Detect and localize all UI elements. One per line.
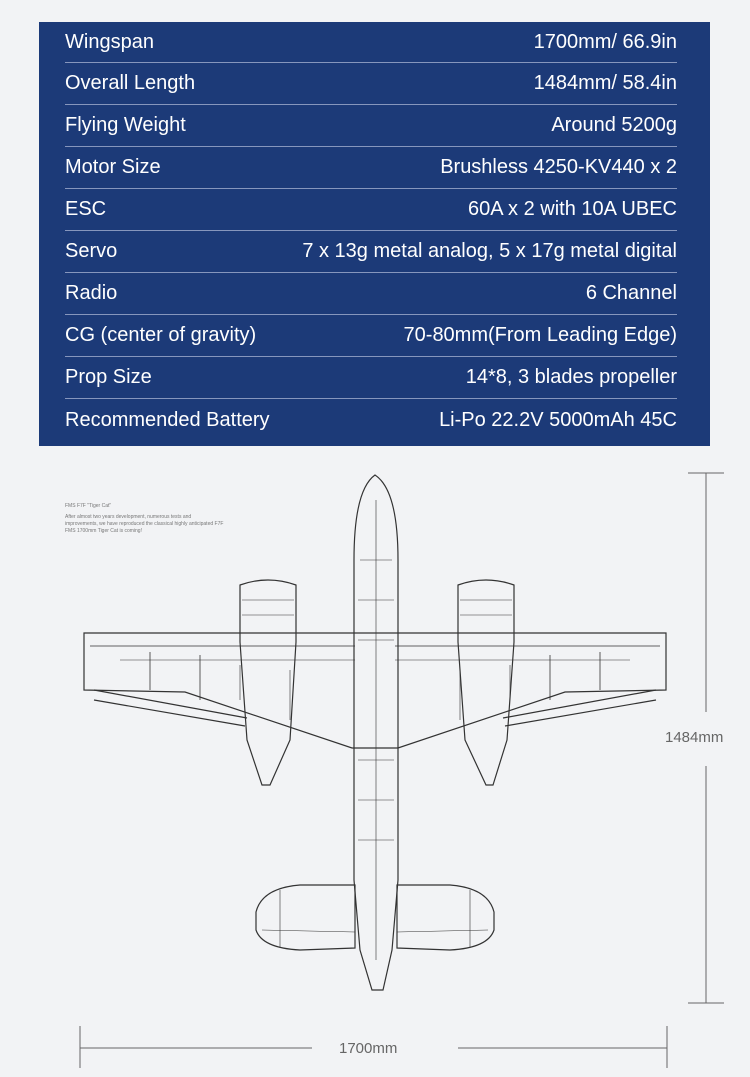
nacelle-panel-lines — [242, 600, 512, 615]
spec-value: 1484mm/ 58.4in — [533, 72, 677, 94]
spec-row-esc — [65, 189, 677, 231]
spec-value: 60A x 2 with 10A UBEC — [467, 198, 677, 220]
spec-table — [39, 22, 710, 446]
aircraft-blueprint-svg — [0, 460, 750, 1077]
right-nacelle — [458, 580, 514, 785]
left-nacelle — [240, 580, 296, 785]
aileron-right — [503, 690, 656, 726]
fuselage-panel-lines — [358, 500, 394, 960]
spec-row-prop-size — [65, 357, 677, 399]
spec-label: Prop Size — [65, 366, 152, 388]
spec-value: 14*8, 3 blades propeller — [465, 366, 677, 388]
spec-label: Servo — [65, 240, 118, 262]
spec-value: 7 x 13g metal analog, 5 x 17g metal digital — [302, 240, 677, 262]
spec-label: Motor Size — [65, 156, 161, 178]
aircraft-drawing-area — [0, 460, 750, 1077]
elevator-lines — [262, 890, 488, 948]
horizontal-tail — [256, 885, 494, 950]
caption-line-1: After almost two years development, numerous tests and — [65, 514, 192, 520]
wingspan-dimension-label: 1700mm — [339, 1040, 398, 1057]
spec-row-motor-size — [65, 147, 677, 189]
spec-row-radio — [65, 273, 677, 315]
spec-label: Radio — [65, 282, 118, 304]
spec-label: Overall Length — [65, 72, 196, 94]
caption-title: FMS F7F "Tiger Cat" — [65, 503, 112, 509]
spec-label: Recommended Battery — [65, 408, 270, 431]
aircraft-caption — [65, 503, 305, 535]
main-wing-outline — [84, 633, 666, 748]
spec-row-cg — [65, 315, 677, 357]
aileron-left — [94, 690, 247, 726]
spec-label: ESC — [65, 198, 107, 220]
spec-value: 6 Channel — [585, 282, 677, 304]
length-dimension-label: 1484mm — [665, 729, 724, 746]
spec-value: 1700mm/ 66.9in — [533, 30, 677, 53]
spec-value: Around 5200g — [551, 114, 677, 136]
spec-row-wingspan — [65, 22, 677, 63]
spec-value: Brushless 4250-KV440 x 2 — [440, 156, 677, 178]
spec-label: Flying Weight — [65, 114, 186, 136]
spec-value: Li-Po 22.2V 5000mAh 45C — [439, 408, 677, 431]
wing-panel-lines — [120, 660, 630, 720]
spec-label: Wingspan — [65, 30, 154, 53]
spec-row-servo — [65, 231, 677, 273]
caption-line-2: improvements, we have reproduced the classical highly anticipated F7F — [65, 521, 224, 527]
spec-label: CG (center of gravity) — [65, 324, 257, 346]
spec-value: 70-80mm(From Leading Edge) — [403, 324, 677, 346]
caption-line-3: FMS 1700mm Tiger Cat is coming! — [65, 528, 142, 534]
spec-row-battery — [65, 399, 677, 441]
spec-row-flying-weight — [65, 105, 677, 147]
spec-row-overall-length — [65, 63, 677, 105]
